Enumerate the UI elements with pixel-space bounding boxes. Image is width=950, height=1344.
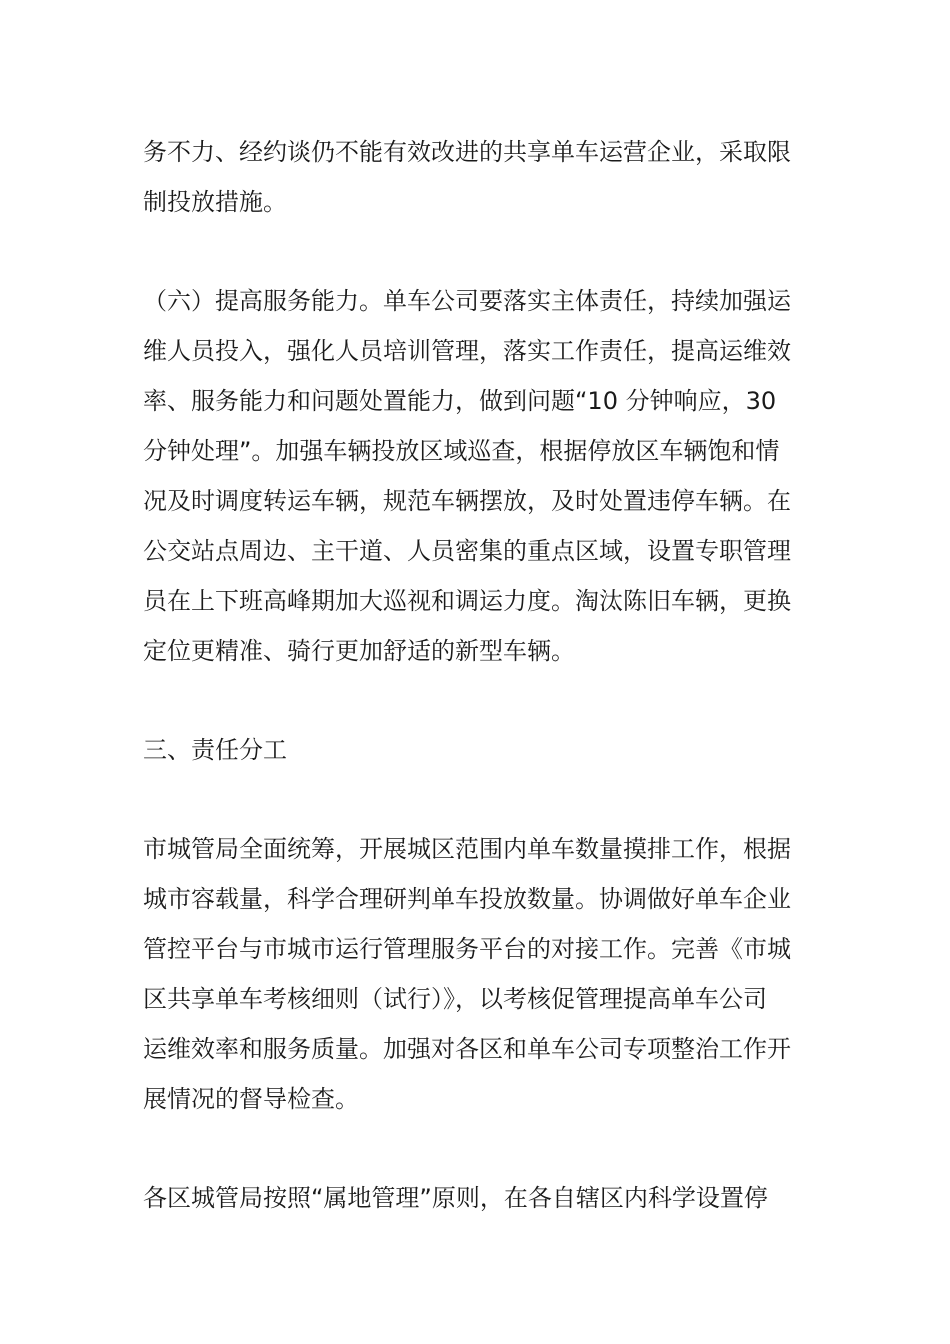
text-line: 务不力、经约谈仍不能有效改进的共享单车运营企业，采取限 (143, 138, 791, 166)
text-line: 况及时调度转运车辆，规范车辆摆放，及时处置违停车辆。在 (143, 487, 791, 515)
text-line: 定位更精准、骑行更加舒适的新型车辆。 (143, 637, 575, 665)
text-line: 区共享单车考核细则（试行）》，以考核促管理提高单车公司 (143, 985, 767, 1013)
text-line: 运维效率和服务质量。加强对各区和单车公司专项整治工作开 (143, 1035, 791, 1063)
paragraph-restriction-measures (143, 127, 807, 227)
paragraph-spacer (143, 227, 807, 276)
paragraph-district-bureaus (143, 1173, 807, 1223)
document-body (143, 127, 807, 1223)
section-heading-text: 三、责任分工 (143, 736, 287, 764)
text-line: 展情况的督导检查。 (143, 1085, 359, 1113)
paragraph-city-management-bureau (143, 824, 807, 1124)
text-line: 维人员投入，强化人员培训管理，落实工作责任，提高运维效 (143, 337, 791, 365)
text-line: 各区城管局按照“属地管理”原则，在各自辖区内科学设置停 (143, 1184, 768, 1212)
text-line: 分钟处理”。加强车辆投放区域巡查，根据停放区车辆饱和情 (143, 437, 780, 465)
text-line: 城市容载量，科学合理研判单车投放数量。协调做好单车企业 (143, 885, 791, 913)
text-line: 率、服务能力和问题处置能力，做到问题“10 分钟响应，30 (143, 387, 777, 415)
section-heading-responsibility (143, 725, 807, 775)
text-line: 制投放措施。 (143, 188, 287, 216)
text-line: 公交站点周边、主干道、人员密集的重点区域，设置专职管理 (143, 537, 791, 565)
paragraph-spacer (143, 676, 807, 725)
text-line: （六）提高服务能力。单车公司要落实主体责任，持续加强运 (143, 287, 791, 315)
text-line: 市城管局全面统筹，开展城区范围内单车数量摸排工作，根据 (143, 835, 791, 863)
paragraph-service-capability (143, 276, 807, 676)
text-line: 员在上下班高峰期加大巡视和调运力度。淘汰陈旧车辆，更换 (143, 587, 791, 615)
paragraph-spacer (143, 1124, 807, 1173)
text-line: 管控平台与市城市运行管理服务平台的对接工作。完善《市城 (143, 935, 791, 963)
paragraph-spacer (143, 775, 807, 824)
